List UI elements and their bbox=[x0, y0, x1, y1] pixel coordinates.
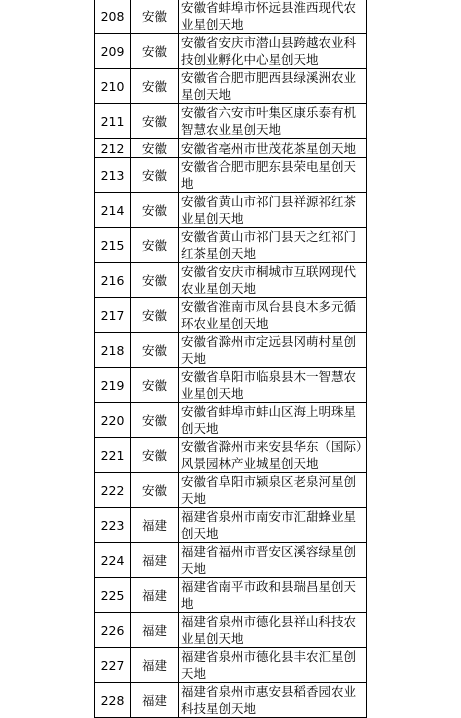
table-row bbox=[95, 34, 367, 69]
table-row bbox=[95, 683, 367, 718]
table-row bbox=[95, 578, 367, 613]
row-number-cell: 223 bbox=[95, 508, 131, 543]
table-row bbox=[95, 193, 367, 228]
table-row bbox=[95, 139, 367, 158]
row-number-cell: 216 bbox=[95, 263, 131, 298]
station-name-cell: 安徽省蚌埠市怀远县淮西现代农业星创天地 bbox=[179, 0, 367, 34]
province-cell: 安徽 bbox=[131, 263, 179, 298]
station-name-cell: 安徽省合肥市肥西县绿溪洲农业星创天地 bbox=[179, 69, 367, 104]
table-row bbox=[95, 104, 367, 139]
table-row bbox=[95, 543, 367, 578]
row-number-cell: 214 bbox=[95, 193, 131, 228]
table-row bbox=[95, 473, 367, 508]
station-name-cell: 福建省泉州市德化县祥山科技农业星创天地 bbox=[179, 613, 367, 648]
province-cell: 安徽 bbox=[131, 139, 179, 158]
province-cell: 福建 bbox=[131, 508, 179, 543]
row-number-cell: 221 bbox=[95, 438, 131, 473]
station-name-cell: 福建省泉州市惠安县稻香园农业科技星创天地 bbox=[179, 683, 367, 718]
province-cell: 安徽 bbox=[131, 0, 179, 34]
station-name-cell: 福建省福州市晋安区溪容绿星创天地 bbox=[179, 543, 367, 578]
station-name-cell: 安徽省合肥市肥东县荣电星创天地 bbox=[179, 158, 367, 193]
station-name-cell: 安徽省六安市叶集区康乐泰有机智慧农业星创天地 bbox=[179, 104, 367, 139]
station-name-cell: 安徽省滁州市定远县冈萌村星创天地 bbox=[179, 333, 367, 368]
station-name-cell: 福建省泉州市南安市汇甜蜂业星创天地 bbox=[179, 508, 367, 543]
table-body bbox=[95, 0, 367, 718]
table-row bbox=[95, 228, 367, 263]
station-name-cell: 福建省泉州市德化县丰农汇星创天地 bbox=[179, 648, 367, 683]
province-cell: 安徽 bbox=[131, 438, 179, 473]
station-name-cell: 安徽省安庆市桐城市互联网现代农业星创天地 bbox=[179, 263, 367, 298]
row-number-cell: 228 bbox=[95, 683, 131, 718]
station-name-cell: 安徽省蚌埠市蚌山区海上明珠星创天地 bbox=[179, 403, 367, 438]
station-name-cell: 安徽省阜阳市颍泉区老泉河星创天地 bbox=[179, 473, 367, 508]
province-cell: 安徽 bbox=[131, 473, 179, 508]
row-number-cell: 210 bbox=[95, 69, 131, 104]
table-row bbox=[95, 508, 367, 543]
row-number-cell: 225 bbox=[95, 578, 131, 613]
row-number-cell: 215 bbox=[95, 228, 131, 263]
province-cell: 安徽 bbox=[131, 158, 179, 193]
row-number-cell: 212 bbox=[95, 139, 131, 158]
table-row bbox=[95, 613, 367, 648]
station-name-cell: 安徽省淮南市凤台县良木多元循环农业星创天地 bbox=[179, 298, 367, 333]
station-name-cell: 福建省南平市政和县瑞昌星创天地 bbox=[179, 578, 367, 613]
row-number-cell: 218 bbox=[95, 333, 131, 368]
table-row bbox=[95, 648, 367, 683]
row-number-cell: 219 bbox=[95, 368, 131, 403]
province-cell: 福建 bbox=[131, 543, 179, 578]
province-cell: 安徽 bbox=[131, 104, 179, 139]
station-name-cell: 安徽省安庆市潜山县跨越农业科技创业孵化中心星创天地 bbox=[179, 34, 367, 69]
station-name-cell: 安徽省阜阳市临泉县木一智慧农业星创天地 bbox=[179, 368, 367, 403]
row-number-cell: 226 bbox=[95, 613, 131, 648]
station-name-cell: 安徽省黄山市祁门县祥源祁红茶业星创天地 bbox=[179, 193, 367, 228]
table-row bbox=[95, 298, 367, 333]
province-cell: 安徽 bbox=[131, 69, 179, 104]
table-row bbox=[95, 158, 367, 193]
table-row bbox=[95, 263, 367, 298]
table-row bbox=[95, 403, 367, 438]
row-number-cell: 213 bbox=[95, 158, 131, 193]
row-number-cell: 217 bbox=[95, 298, 131, 333]
province-cell: 安徽 bbox=[131, 333, 179, 368]
province-cell: 福建 bbox=[131, 683, 179, 718]
province-cell: 安徽 bbox=[131, 368, 179, 403]
row-number-cell: 227 bbox=[95, 648, 131, 683]
province-cell: 安徽 bbox=[131, 193, 179, 228]
row-number-cell: 209 bbox=[95, 34, 131, 69]
province-cell: 安徽 bbox=[131, 34, 179, 69]
province-cell: 安徽 bbox=[131, 403, 179, 438]
table-row bbox=[95, 333, 367, 368]
station-name-cell: 安徽省亳州市世茂花茶星创天地 bbox=[179, 139, 367, 158]
province-cell: 安徽 bbox=[131, 298, 179, 333]
table-row bbox=[95, 0, 367, 34]
province-cell: 福建 bbox=[131, 578, 179, 613]
row-number-cell: 222 bbox=[95, 473, 131, 508]
province-cell: 安徽 bbox=[131, 228, 179, 263]
station-name-cell: 安徽省黄山市祁门县天之红祁门红茶星创天地 bbox=[179, 228, 367, 263]
table-row bbox=[95, 438, 367, 473]
province-cell: 福建 bbox=[131, 648, 179, 683]
table-row bbox=[95, 69, 367, 104]
table-row bbox=[95, 368, 367, 403]
station-name-cell: 安徽省滁州市来安县华东（国际）风景园林产业城星创天地 bbox=[179, 438, 367, 473]
row-number-cell: 208 bbox=[95, 0, 131, 34]
row-number-cell: 211 bbox=[95, 104, 131, 139]
data-table bbox=[94, 0, 367, 718]
row-number-cell: 220 bbox=[95, 403, 131, 438]
row-number-cell: 224 bbox=[95, 543, 131, 578]
province-cell: 福建 bbox=[131, 613, 179, 648]
